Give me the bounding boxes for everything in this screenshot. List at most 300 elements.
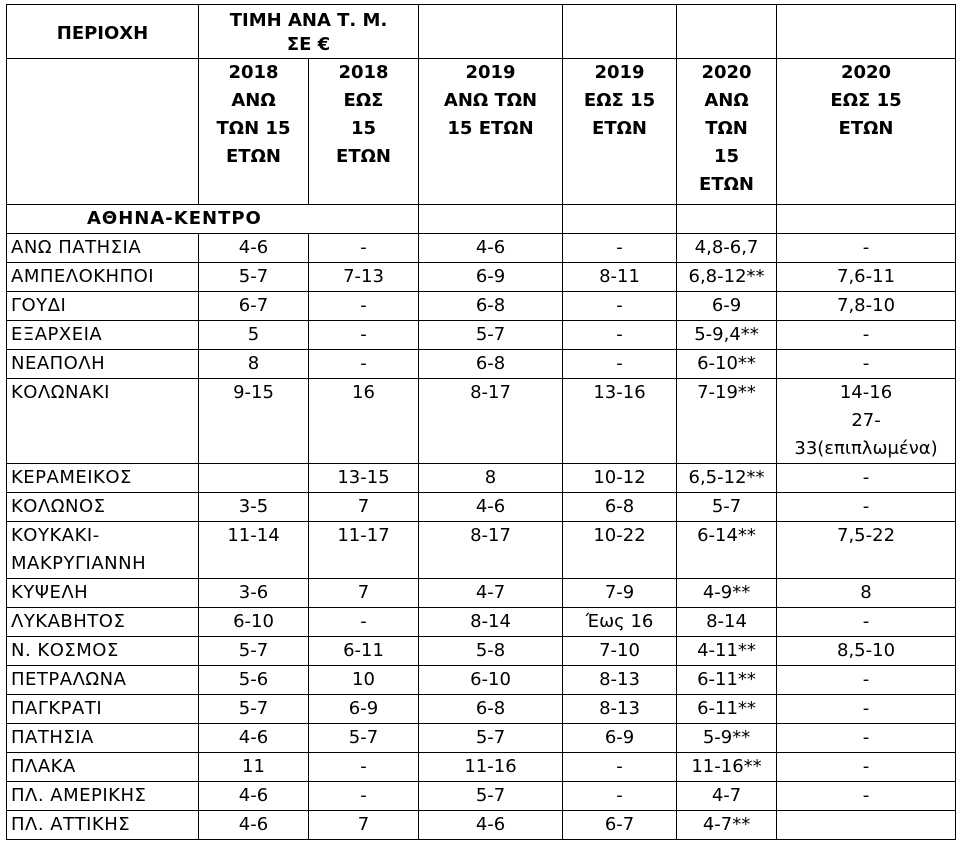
price-cell [677, 608, 777, 637]
price-cell [419, 608, 563, 637]
column-header-line: ΤΩΝ [705, 118, 748, 139]
price-cell [419, 263, 563, 292]
price-cell [677, 637, 777, 666]
price-value: 8-17 [470, 382, 511, 403]
column-header-line: 15 [350, 118, 377, 139]
price-value: 5-7 [475, 785, 506, 806]
price-cell [199, 695, 309, 724]
price-value: 14-16 [839, 382, 893, 403]
price-cell [563, 608, 677, 637]
price-cell [777, 234, 956, 263]
column-header-line: ΕΤΩΝ [838, 118, 894, 139]
price-value: 5-7 [475, 727, 506, 748]
area-name: ΝΕΑΠΟΛΗ [11, 353, 106, 374]
price-cell [563, 579, 677, 608]
price-value: 27- [851, 410, 881, 431]
area-name: ΛΥΚΑΒΗΤΟΣ [11, 611, 126, 632]
empty-header-cell [777, 5, 956, 59]
price-value: - [862, 727, 870, 748]
price-cell [677, 811, 777, 840]
column-header-cell [563, 59, 677, 205]
area-name: ΑΜΠΕΛΟΚΗΠΟΙ [11, 266, 155, 287]
price-value: 4-6 [475, 496, 506, 517]
price-cell [777, 321, 956, 350]
price-value: - [862, 353, 870, 374]
price-value: 7 [357, 496, 370, 517]
price-cell [419, 464, 563, 493]
price-value: - [616, 237, 623, 258]
price-value: 6-10 [233, 611, 274, 632]
area-name-cell [7, 811, 199, 840]
empty-cell [309, 205, 419, 234]
price-cell [677, 263, 777, 292]
price-value: - [862, 756, 870, 777]
price-cell [677, 724, 777, 753]
price-value: - [360, 353, 367, 374]
price-value: 8-13 [599, 669, 640, 690]
price-cell [419, 493, 563, 522]
section-row [7, 205, 956, 234]
price-value: 4-9** [702, 582, 751, 603]
price-cell [777, 666, 956, 695]
price-value: 6-7 [604, 814, 635, 835]
area-name: ΚΥΨΕΛΗ [11, 582, 89, 603]
price-value: 8,5-10 [837, 640, 896, 661]
table-row [7, 464, 956, 493]
price-cell [677, 522, 777, 579]
price-cell [199, 292, 309, 321]
area-name-cell [7, 522, 199, 579]
price-cell [309, 579, 419, 608]
price-cell [563, 321, 677, 350]
price-value: - [616, 295, 623, 316]
table-row [7, 493, 956, 522]
table-row [7, 579, 956, 608]
price-value: 4-6 [475, 237, 506, 258]
price-value: Έως 16 [585, 611, 654, 632]
price-value: 6,5-12** [688, 467, 765, 488]
price-value: 11-17 [337, 525, 390, 546]
price-value: 11-16** [691, 756, 762, 777]
price-cell [777, 608, 956, 637]
area-name: ΠΛΑΚΑ [11, 756, 76, 777]
price-cell [563, 666, 677, 695]
price-cell [309, 350, 419, 379]
column-header-line: 2018 [338, 62, 389, 83]
price-value: 4,8-6,7 [694, 237, 759, 258]
price-cell [199, 234, 309, 263]
empty-cell [677, 205, 777, 234]
price-value: 3-6 [238, 582, 269, 603]
area-name: ΚΟΥΚΑΚΙ- [11, 525, 100, 546]
price-cell [677, 464, 777, 493]
price-value: 8 [860, 582, 872, 603]
price-value: 7-9 [604, 582, 635, 603]
price-value: - [862, 698, 870, 719]
area-name-cell [7, 263, 199, 292]
price-cell [563, 753, 677, 782]
price-value: 4-6 [238, 785, 269, 806]
price-cell [419, 292, 563, 321]
table-body [7, 5, 956, 840]
area-name: ΚΟΛΩΝΑΚΙ [11, 382, 110, 403]
price-cell [563, 350, 677, 379]
price-cell [777, 724, 956, 753]
price-value: 4-6 [238, 814, 269, 835]
price-cell [777, 379, 956, 464]
price-cell [199, 608, 309, 637]
price-cell [419, 522, 563, 579]
price-value: 11-14 [227, 525, 280, 546]
price-value: - [862, 611, 870, 632]
price-cell [677, 666, 777, 695]
column-header-cell [309, 59, 419, 205]
price-value: 6-7 [238, 295, 269, 316]
price-value: - [616, 353, 623, 374]
area-name: ΕΞΑΡΧΕΙΑ [11, 324, 103, 345]
price-cell [309, 608, 419, 637]
price-cell [309, 263, 419, 292]
price-cell [419, 234, 563, 263]
area-name-cell [7, 637, 199, 666]
price-value: 4-6 [238, 727, 269, 748]
area-name: Ν. ΚΟΣΜΟΣ [11, 640, 119, 661]
price-header-cell [199, 5, 419, 59]
table-row [7, 637, 956, 666]
area-name: ΓΟΥΔΙ [11, 295, 67, 316]
price-cell [309, 321, 419, 350]
column-header-line: ΕΩΣ 15 [830, 90, 902, 111]
price-value: - [360, 611, 367, 632]
price-cell [563, 522, 677, 579]
price-cell [777, 493, 956, 522]
price-value: 6-11 [343, 640, 384, 661]
price-cell [563, 724, 677, 753]
price-cell [677, 292, 777, 321]
price-value: 7 [357, 582, 370, 603]
price-value: - [360, 785, 367, 806]
price-cell [563, 637, 677, 666]
area-name: ΠΑΓΚΡΑΤΙ [11, 698, 103, 719]
price-cell [777, 782, 956, 811]
area-name-cell [7, 753, 199, 782]
price-value: 5-9** [702, 727, 751, 748]
column-header-line: ΑΝΩ ΤΩΝ [443, 90, 538, 111]
price-value: 7,8-10 [837, 295, 896, 316]
section-title: ΑΘΗΝΑ-ΚΕΝΤΡΟ [7, 205, 309, 234]
price-cell [563, 263, 677, 292]
price-value: 8 [247, 353, 260, 374]
table-row [7, 292, 956, 321]
price-cell [419, 724, 563, 753]
price-cell [777, 464, 956, 493]
empty-cell [419, 205, 563, 234]
price-cell [309, 666, 419, 695]
price-value: 6-14** [697, 525, 756, 546]
price-cell [419, 782, 563, 811]
column-header-line: ΕΩΣ [343, 90, 384, 111]
price-cell [309, 782, 419, 811]
price-value: 7,5-22 [837, 525, 896, 546]
column-header-line: ΕΤΩΝ [592, 118, 647, 139]
table-row [7, 724, 956, 753]
area-name-cell [7, 695, 199, 724]
table-row [7, 753, 956, 782]
price-value: 6-8 [475, 353, 506, 374]
empty-cell [563, 205, 677, 234]
price-cell [563, 695, 677, 724]
price-cell [777, 811, 956, 840]
price-cell [677, 782, 777, 811]
price-cell [199, 350, 309, 379]
table-row [7, 321, 956, 350]
price-value: 6-8 [475, 295, 506, 316]
table-row [7, 234, 956, 263]
price-value: 7-13 [343, 266, 384, 287]
price-cell [199, 811, 309, 840]
price-cell [419, 695, 563, 724]
price-cell [199, 637, 309, 666]
empty-cell [777, 205, 956, 234]
price-cell [199, 493, 309, 522]
column-header-line: ΤΩΝ 15 [216, 118, 291, 139]
column-header-line: ΑΝΩ [231, 90, 276, 111]
column-header-line: ΕΤΩΝ [336, 146, 391, 167]
area-name-cell [7, 666, 199, 695]
column-header-line: 15 ΕΤΩΝ [447, 118, 534, 139]
price-cell [199, 666, 309, 695]
price-cell [777, 263, 956, 292]
price-value: 4-6 [238, 237, 269, 258]
price-value: - [616, 785, 623, 806]
price-cell [563, 493, 677, 522]
price-cell [563, 464, 677, 493]
price-cell [419, 753, 563, 782]
price-value: 8-14 [706, 611, 747, 632]
region-header-cell [7, 5, 199, 59]
price-cell [309, 695, 419, 724]
price-value: 11-16 [464, 756, 517, 777]
price-value: 4-11** [697, 640, 756, 661]
area-name: ΠΛ. ΑΤΤΙΚΗΣ [11, 814, 131, 835]
price-cell [563, 234, 677, 263]
price-cell [419, 379, 563, 464]
price-cell [777, 637, 956, 666]
price-value: - [360, 295, 367, 316]
column-header-line: 2018 [228, 62, 279, 83]
header-row-1 [7, 5, 956, 59]
area-name-cell [7, 724, 199, 753]
price-cell [199, 753, 309, 782]
price-table-container [6, 4, 956, 840]
price-value: 16 [352, 382, 375, 403]
price-cell [419, 321, 563, 350]
column-header-line: 2020 [840, 62, 892, 83]
price-cell [777, 695, 956, 724]
price-value: 3-5 [238, 496, 269, 517]
price-value: 10-12 [593, 467, 646, 488]
price-value: 5-7 [238, 266, 269, 287]
price-cell [199, 263, 309, 292]
price-value: 8-11 [599, 266, 640, 287]
column-header-line: 15 [713, 146, 740, 167]
price-cell [199, 379, 309, 464]
price-value: 6-9 [348, 698, 379, 719]
price-cell [309, 234, 419, 263]
price-cell [677, 753, 777, 782]
price-value: 6-8 [475, 698, 506, 719]
column-header-line: ΑΝΩ [704, 90, 749, 111]
area-name-cell [7, 292, 199, 321]
price-value: 6-11** [697, 669, 756, 690]
price-cell [419, 350, 563, 379]
price-value: 6-8 [604, 496, 635, 517]
price-cell [199, 579, 309, 608]
price-cell [677, 695, 777, 724]
empty-header-cell [7, 59, 199, 205]
table-row [7, 666, 956, 695]
price-value: 4-7 [711, 785, 742, 806]
price-cell [199, 321, 309, 350]
area-name: ΠΛ. ΑΜΕΡΙΚΗΣ [11, 785, 147, 806]
price-value: 4-6 [475, 814, 506, 835]
area-name-cell [7, 379, 199, 464]
empty-header-cell [563, 5, 677, 59]
price-cell [677, 493, 777, 522]
price-value: - [862, 669, 870, 690]
price-value: 5-7 [238, 640, 269, 661]
price-value: - [862, 324, 870, 345]
price-value: 8 [484, 467, 497, 488]
price-cell [563, 811, 677, 840]
price-value: 13-15 [337, 467, 390, 488]
price-cell [309, 637, 419, 666]
price-value: 5-7 [348, 727, 379, 748]
table-row [7, 263, 956, 292]
price-value: - [862, 785, 870, 806]
area-name: ΠΕΤΡΑΛΩΝΑ [11, 669, 127, 690]
price-value: 10 [352, 669, 375, 690]
price-value: 4-7 [475, 582, 506, 603]
price-cell [677, 234, 777, 263]
price-value: 5-7 [711, 496, 742, 517]
price-value: - [616, 756, 623, 777]
area-name: ΚΟΛΩΝΟΣ [11, 496, 106, 517]
area-name-cell [7, 234, 199, 263]
price-cell [199, 724, 309, 753]
table-row [7, 608, 956, 637]
price-cell [309, 493, 419, 522]
price-cell [309, 811, 419, 840]
price-cell [199, 782, 309, 811]
price-cell [563, 782, 677, 811]
table-row [7, 379, 956, 464]
price-value: 11 [242, 756, 265, 777]
header-row-2 [7, 59, 956, 205]
price-cell [309, 464, 419, 493]
area-name-cell [7, 608, 199, 637]
area-name: ΚΕΡΑΜΕΙΚΟΣ [11, 467, 132, 488]
area-name: ΜΑΚΡΥΓΙΑΝΝΗ [11, 553, 147, 574]
price-cell [777, 753, 956, 782]
area-name-cell [7, 782, 199, 811]
price-value: - [862, 496, 870, 517]
price-value: 6-11** [697, 698, 756, 719]
table-row [7, 350, 956, 379]
price-value: 7,6-11 [837, 266, 896, 287]
column-header-cell [199, 59, 309, 205]
area-name: ΑΝΩ ΠΑΤΗΣΙΑ [11, 237, 142, 258]
price-cell [677, 321, 777, 350]
price-value: 6-9 [604, 727, 635, 748]
price-value: - [360, 324, 367, 345]
table-row [7, 782, 956, 811]
price-cell [309, 724, 419, 753]
price-value: 7-10 [599, 640, 640, 661]
area-name: ΠΑΤΗΣΙΑ [11, 727, 94, 748]
price-header-line2: ΣΕ € [286, 34, 331, 55]
column-header-cell [677, 59, 777, 205]
price-value: 6,8-12** [688, 266, 765, 287]
price-cell [777, 350, 956, 379]
price-value: 6-9 [711, 295, 742, 316]
price-value: 10-22 [593, 525, 646, 546]
price-value: 6-9 [475, 266, 506, 287]
price-value: - [360, 756, 367, 777]
column-header-line: 2019 [465, 62, 516, 83]
price-value: 9-15 [233, 382, 274, 403]
price-cell [677, 379, 777, 464]
region-header-label: ΠΕΡΙΟΧΗ [56, 22, 149, 44]
price-cell [677, 579, 777, 608]
price-cell [563, 292, 677, 321]
price-value: 5-8 [475, 640, 506, 661]
price-value: 8-13 [599, 698, 640, 719]
price-value: 6-10** [697, 353, 756, 374]
price-value: 4-7** [702, 814, 751, 835]
price-value: 5-7 [238, 698, 269, 719]
price-value: - [862, 237, 870, 258]
column-header-line: ΕΤΩΝ [226, 146, 281, 167]
price-table [6, 4, 956, 840]
column-header-line: 2020 [701, 62, 752, 83]
price-value: 7-19** [697, 382, 756, 403]
price-cell [309, 753, 419, 782]
price-value: 33(επιπλωμένα) [794, 438, 938, 459]
price-value: 5-9,4** [694, 324, 759, 345]
column-header-line: 2019 [594, 62, 645, 83]
price-cell [677, 350, 777, 379]
price-value: - [360, 237, 367, 258]
table-row [7, 695, 956, 724]
price-cell [777, 292, 956, 321]
price-cell [777, 579, 956, 608]
area-name-cell [7, 579, 199, 608]
area-name-cell [7, 321, 199, 350]
column-header-line: ΕΤΩΝ [699, 174, 754, 195]
price-cell [309, 292, 419, 321]
price-cell [419, 579, 563, 608]
price-cell [309, 379, 419, 464]
column-header-cell [777, 59, 956, 205]
area-name-cell [7, 493, 199, 522]
price-cell [419, 811, 563, 840]
price-value: 8-17 [470, 525, 511, 546]
area-name-cell [7, 350, 199, 379]
table-row [7, 811, 956, 840]
price-cell [419, 666, 563, 695]
empty-header-cell [419, 5, 563, 59]
